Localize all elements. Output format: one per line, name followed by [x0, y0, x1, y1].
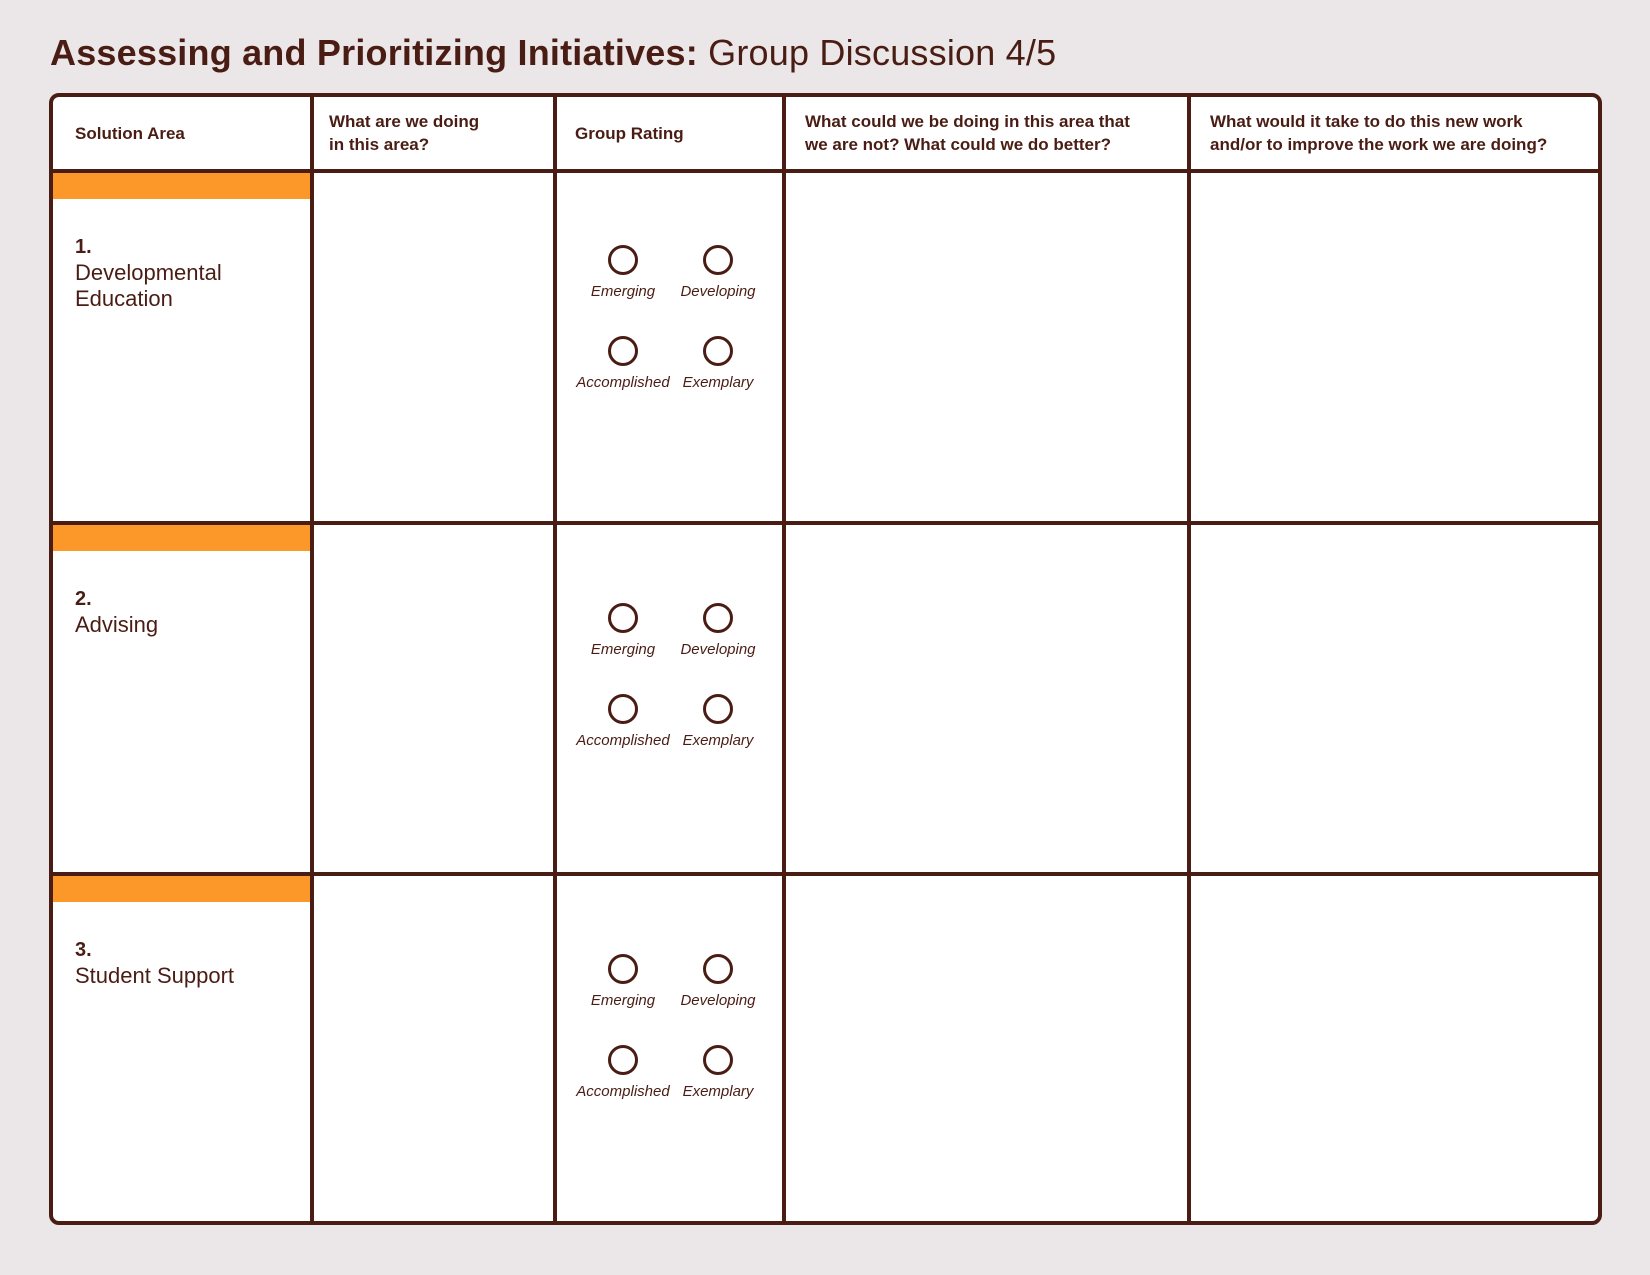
rating-developing[interactable]: Developing — [668, 603, 768, 659]
rating-accomplished[interactable]: Accomplished — [573, 336, 673, 392]
row-label-3: 3. Student Support — [75, 939, 235, 988]
rating-group-3 — [573, 954, 763, 1114]
radio-exemplary[interactable] — [703, 1045, 733, 1075]
col-divider-1 — [310, 97, 314, 1221]
row-label-1: 1. Developmental Education — [75, 236, 222, 311]
rating-exemplary[interactable]: Exemplary — [668, 336, 768, 392]
header-take: What would it take to do this new work and/or to improve the work we are doing? — [1210, 112, 1548, 154]
rating-group-2 — [573, 603, 763, 763]
radio-accomplished[interactable] — [608, 336, 638, 366]
row-accent-bar-2 — [53, 525, 310, 551]
header-could: What could we be doing in this area that we are not? What could we do better? — [805, 112, 1130, 154]
title-bold: Assessing and Prioritizing Initiatives: — [50, 32, 698, 73]
radio-accomplished[interactable] — [608, 1045, 638, 1075]
radio-developing[interactable] — [703, 603, 733, 633]
row-accent-bar-1 — [53, 173, 310, 199]
radio-emerging[interactable] — [608, 603, 638, 633]
rating-emerging[interactable]: Emerging — [573, 245, 673, 301]
rating-emerging[interactable]: Emerging — [573, 603, 673, 659]
radio-developing[interactable] — [703, 954, 733, 984]
radio-emerging[interactable] — [608, 954, 638, 984]
radio-exemplary[interactable] — [703, 694, 733, 724]
rating-exemplary[interactable]: Exemplary — [668, 694, 768, 750]
rating-developing[interactable]: Developing — [668, 954, 768, 1010]
rating-group-1 — [573, 245, 763, 405]
assessment-table — [49, 93, 1602, 1225]
rating-accomplished[interactable]: Accomplished — [573, 1045, 673, 1101]
header-group-rating: Group Rating — [575, 123, 684, 143]
radio-emerging[interactable] — [608, 245, 638, 275]
header-solution-area: Solution Area — [75, 123, 185, 143]
header-doing: What are we doing in this area? — [329, 112, 480, 154]
rating-emerging[interactable]: Emerging — [573, 954, 673, 1010]
row-accent-bar-3 — [53, 876, 310, 902]
page-title — [50, 30, 1056, 76]
radio-developing[interactable] — [703, 245, 733, 275]
col-divider-2 — [553, 97, 557, 1221]
rating-developing[interactable]: Developing — [668, 245, 768, 301]
col-divider-3 — [782, 97, 786, 1221]
radio-accomplished[interactable] — [608, 694, 638, 724]
rating-accomplished[interactable]: Accomplished — [573, 694, 673, 750]
rating-exemplary[interactable]: Exemplary — [668, 1045, 768, 1101]
row-label-2: 2. Advising — [75, 588, 159, 637]
title-subtitle: Group Discussion 4/5 — [708, 32, 1057, 73]
radio-exemplary[interactable] — [703, 336, 733, 366]
col-divider-4 — [1187, 97, 1191, 1221]
